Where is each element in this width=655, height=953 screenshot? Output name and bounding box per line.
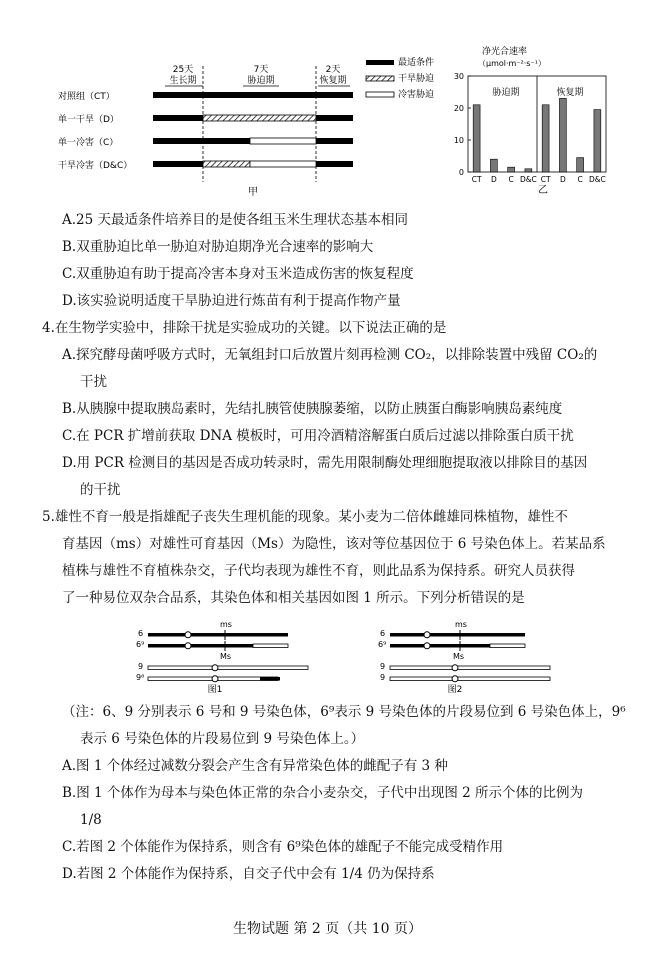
period-name-3: 恢复期	[319, 76, 347, 86]
group-label-recovery: 恢复期	[556, 88, 584, 98]
note-line-2: 表示 6 号染色体的片段易位到 9 号染色体上。）	[80, 731, 365, 747]
x-tick-label: D	[559, 175, 566, 184]
q3-option-a: A.25 天最适条件培养目的是使各组玉米生理状态基本相同	[62, 212, 409, 228]
figure-2	[378, 620, 550, 695]
y-tick-label: 10	[453, 136, 464, 145]
period-name-2: 胁迫期	[247, 76, 275, 86]
figure-yi-caption: 乙	[538, 185, 548, 196]
group-label-stress: 胁迫期	[492, 88, 520, 98]
bar-0	[473, 105, 480, 172]
q5-option-a: A.图 1 个体经过减数分裂会产生含有异常染色体的雌配子有 3 种	[62, 758, 448, 774]
q4-option-c: C.在 PCR 扩增前获取 DNA 模板时，可用冷酒精溶解蛋白质后过滤以排除蛋白质干扰	[62, 428, 574, 444]
figure-jia	[58, 42, 458, 202]
chrom-label-9b-fig2: 9	[380, 673, 386, 682]
legend-drought: 干旱胁迫	[398, 74, 435, 84]
gene-ms-1: ms	[220, 620, 232, 629]
y-tick-label: 20	[453, 104, 464, 113]
x-tick-label: C	[508, 175, 514, 184]
chrom-label-96-fig1: 9⁶	[136, 673, 145, 682]
y-tick-label: 30	[453, 72, 464, 81]
figure-2-caption: 图2	[447, 685, 463, 695]
q4-option-d-cont: 的干扰	[80, 482, 121, 498]
q3-option-b: B.双重胁迫比单一胁迫对胁迫期净光合速率的影响大	[62, 239, 374, 255]
bar-c-growth	[153, 138, 250, 144]
q5-option-b: B.图 1 个体作为母本与染色体正常的杂合小麦杂交，子代中出现图 2 所示个体的比例为	[62, 785, 584, 801]
note-line-1: （注：6、9 分别表示 6 号和 9 号染色体，6⁹表示 9 号染色体的片段易位到 6 号染色体上，9⁶	[62, 704, 626, 720]
bar-3	[525, 169, 532, 172]
period-days-2: 7天	[253, 65, 269, 75]
row-label-ct: 对照组（CT）	[58, 92, 115, 102]
gene-Ms-1: Ms	[220, 652, 232, 661]
q5-stem-3: 植株与雄性不育植株杂交，子代均表现为雄性不育，则此品系为保持系。研究人员获得	[62, 563, 575, 579]
q3-option-d: D.该实验说明适度干旱胁迫进行炼苗有利于提高作物产量	[62, 293, 401, 309]
q4-option-a: A.探究酵母菌呼吸方式时，无氧组封口后放置片刻再检测 CO₂，以排除装置中残留 CO₂的	[62, 347, 598, 363]
row-label-d: 单一干旱（D）	[58, 115, 119, 125]
page-footer: 生物试题 第 2 页（共 10 页）	[233, 921, 422, 937]
chrom-label-9-fig1: 9	[138, 662, 144, 671]
photosynthesis-bar-chart	[448, 40, 618, 200]
q4-option-a-cont: 干扰	[80, 374, 107, 390]
chart-ylabel: 净光合速率	[482, 47, 528, 57]
chromosome-figures	[130, 614, 570, 696]
bar-2	[508, 167, 515, 172]
bar-dc-growth	[153, 161, 203, 167]
row-label-c: 单一冷害（C）	[58, 138, 119, 148]
x-tick-label: D&C	[588, 175, 606, 184]
bar-c-recover	[316, 138, 353, 144]
q5-stem-4: 了一种易位双杂合品系，其染色体和相关基因如图 1 所示。下列分析错误的是	[62, 590, 525, 606]
bar-c-stress	[250, 138, 316, 144]
legend-cold: 冷害胁迫	[398, 90, 435, 100]
legend-drought-swatch	[366, 76, 394, 81]
q5-option-b-cont: 1/8	[80, 812, 102, 828]
legend-cold-swatch	[366, 92, 394, 97]
x-tick-label: D	[490, 175, 497, 184]
row-label-dc: 干旱冷害（D&C）	[58, 161, 133, 171]
q4-option-b: B.从胰腺中提取胰岛素时，先结扎胰管使胰腺萎缩，以防止胰蛋白酶影响胰岛素纯度	[62, 401, 563, 417]
chrom-label-9-fig2: 9	[380, 662, 386, 671]
legend-optimal: 最适条件	[398, 58, 435, 68]
bar-7	[594, 110, 601, 172]
x-tick-label: CT	[540, 175, 551, 184]
bar-ct	[153, 92, 353, 98]
bar-4	[542, 105, 549, 172]
gene-Ms-2: Ms	[453, 652, 465, 661]
figure-1	[136, 620, 308, 695]
figure-1-caption: 图1	[207, 685, 223, 695]
figure-jia-caption: 甲	[248, 187, 258, 198]
chrom-label-6-fig1: 6	[138, 629, 144, 638]
q5-option-c: C.若图 2 个体能作为保持系，则含有 6⁹染色体的雄配子不能完成受精作用	[62, 839, 504, 855]
period-days-3: 2天	[325, 65, 341, 75]
x-tick-label: CT	[471, 175, 482, 184]
chart-yunit: （μmol·m⁻²·s⁻¹）	[478, 59, 546, 68]
bar-d-recover	[316, 115, 353, 121]
bar-dc-stress1	[203, 161, 250, 167]
x-tick-label: D&C	[519, 175, 537, 184]
bar-d-stress	[203, 115, 316, 121]
figure-yi	[448, 40, 618, 200]
q4-stem: 4.在生物学实验中，排除干扰是实验成功的关键。以下说法正确的是	[42, 320, 447, 336]
q5-stem-2: 育基因（ms）对雄性可育基因（Ms）为隐性，该对等位基因位于 6 号染色体上。若某品系	[62, 536, 606, 552]
bar-d-growth	[153, 115, 203, 121]
q3-option-c: C.双重胁迫有助于提高冷害本身对玉米造成伤害的恢复程度	[62, 266, 414, 282]
period-name-1: 生长期	[169, 76, 197, 86]
legend-optimal-swatch	[366, 60, 394, 65]
q5-option-d: D.若图 2 个体能作为保持系，自交子代中会有 1/4 仍为保持系	[62, 866, 435, 882]
bar-6	[577, 158, 584, 172]
q5-stem-1: 5.雄性不育一般是指雄配子丧失生理机能的现象。某小麦为二倍体雌雄同株植物，雄性不	[42, 509, 568, 525]
x-tick-label: C	[577, 175, 583, 184]
chrom-label-6-fig2: 6	[380, 629, 386, 638]
bar-1	[490, 159, 497, 172]
chrom-label-69-fig1: 6⁹	[136, 640, 145, 649]
q4-option-d: D.用 PCR 检测目的基因是否成功转录时，需先用限制酶处理细胞提取液以排除目的基因	[62, 455, 588, 471]
gene-ms-2: ms	[455, 620, 467, 629]
bar-dc-recover	[316, 161, 353, 167]
bar-dc-stress2	[250, 161, 316, 167]
y-tick-label: 0	[458, 168, 464, 177]
chrom-label-69-fig2: 6⁹	[378, 640, 387, 649]
timeline-diagram	[58, 42, 458, 202]
period-days-1: 25天	[172, 65, 194, 75]
bar-5	[559, 98, 566, 172]
